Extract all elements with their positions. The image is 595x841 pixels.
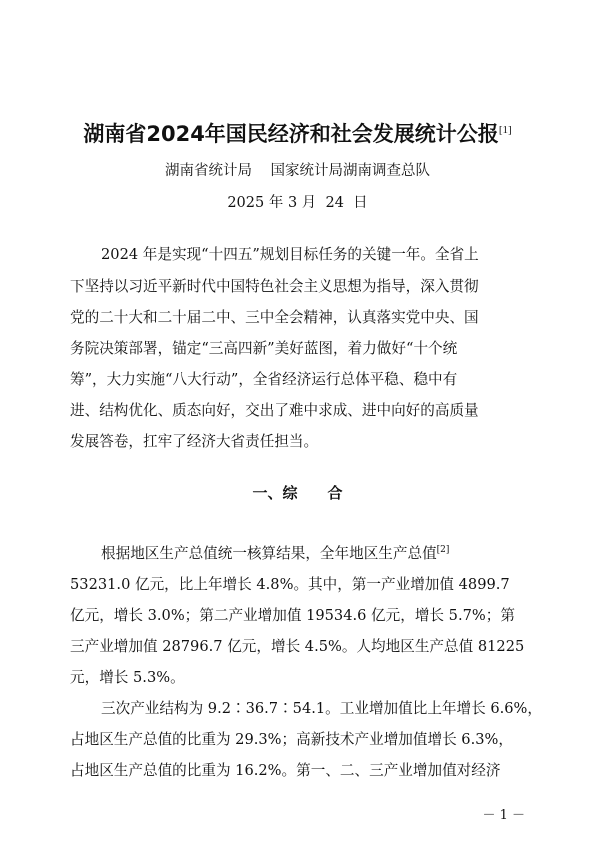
p1-line-1-text: 根据地区生产总值统一核算结果，全年地区生产总值: [101, 545, 437, 562]
intro-line-4: 务院决策部署，锚定“三高四新”美好蓝图，着力做好“十个统: [70, 340, 458, 357]
document-title: [0, 118, 595, 148]
p2-line-3: 占地区生产总值的比重为 16.2%。第一、二、三产业增加值对经济: [70, 762, 501, 779]
intro-line-6: 进、结构优化、质态向好，交出了难中求成、进中向好的高质量: [70, 402, 479, 419]
intro-line-3: 党的二十大和二十届二中、三中全会精神，认真落实党中央、国: [70, 309, 479, 326]
page-number: － 1 －: [482, 808, 525, 823]
p2-line-2: 占地区生产总值的比重为 29.3%；高新技术产业增加值增长 6.3%，: [70, 731, 513, 748]
p2-line-1: 三次产业结构为 9.2∶36.7∶54.1。工业增加值比上年增长 6.6%，: [101, 700, 543, 717]
intro-line-7: 发展答卷，扛牢了经济大省责任担当。: [70, 433, 319, 450]
issuing-authorities: 湖南省统计局 国家统计局湖南调查总队: [165, 163, 430, 179]
p1-line-3: 亿元，增长 3.0%；第二产业增加值 19534.6 亿元，增长 5.7%；第: [70, 607, 515, 624]
section-heading: 一、综 合: [252, 484, 343, 502]
p1-line-2: 53231.0 亿元，比上年增长 4.8%。其中，第一产业增加值 4899.7: [70, 576, 510, 593]
intro-line-2: 下坚持以习近平新时代中国特色社会主义思想为指导，深入贯彻: [70, 278, 479, 295]
intro-line-5: 筹”，大力实施“八大行动”，全省经济运行总体平稳、稳中有: [70, 371, 458, 388]
intro-line-1: 2024 年是实现“十四五”规划目标任务的关键一年。全省上: [101, 246, 479, 263]
footnote-ref-1: [1]: [498, 124, 512, 136]
p1-line-4: 三产业增加值 28796.7 亿元，增长 4.5%。人均地区生产总值 81225: [70, 638, 525, 655]
footnote-ref-2: [2]: [436, 545, 450, 556]
p1-line-5: 元，增长 5.3%。: [70, 669, 185, 686]
title-text: 湖南省2024年国民经济和社会发展统计公报: [83, 122, 499, 146]
publication-date: 2025 年 3 月 24 日: [227, 195, 368, 211]
p1-line-1: [101, 542, 553, 563]
